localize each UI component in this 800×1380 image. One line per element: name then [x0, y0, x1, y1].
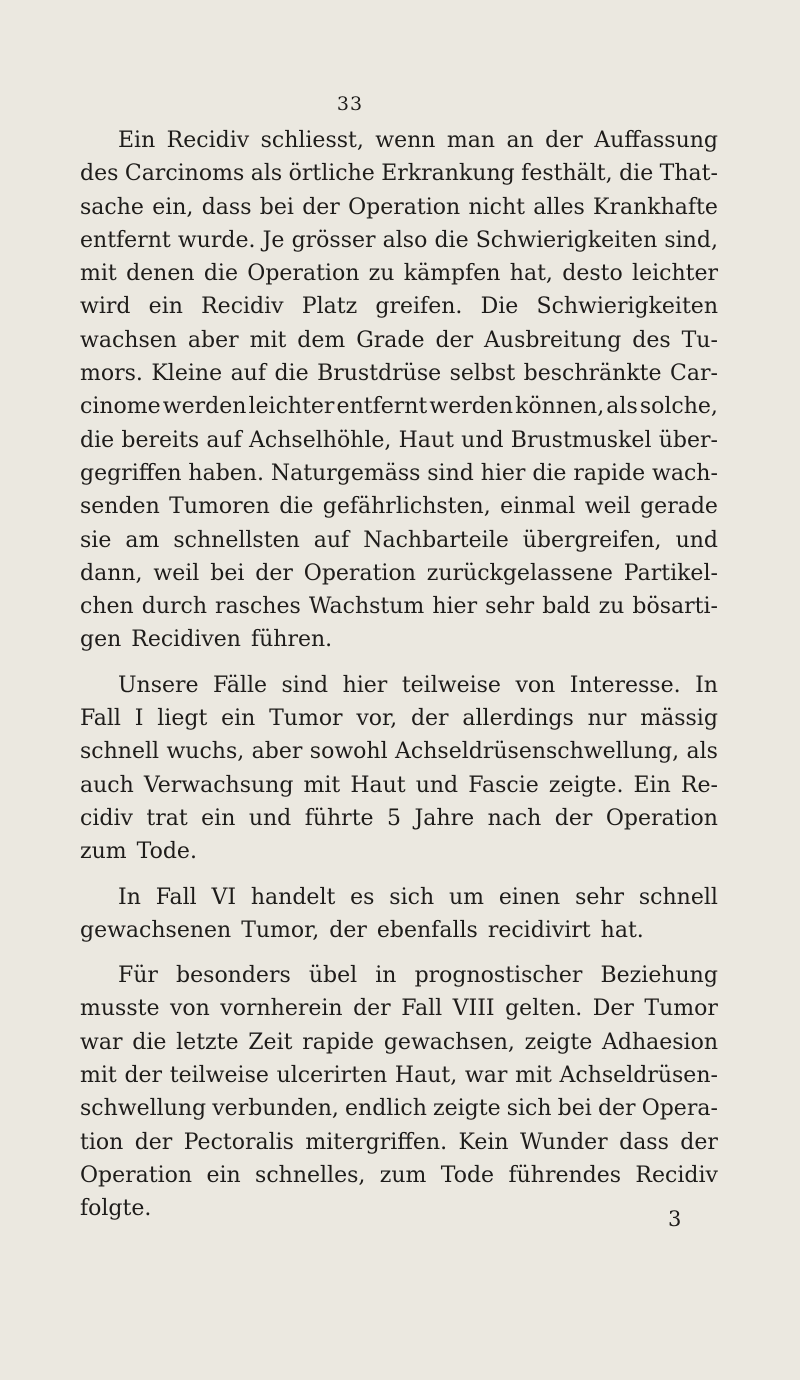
word: Haut	[398, 427, 454, 453]
word: sie	[80, 527, 112, 553]
word: man	[446, 128, 496, 153]
word: cinome	[80, 394, 161, 420]
word: die	[619, 161, 654, 187]
word: Für	[118, 963, 158, 989]
word: Brustmuskel	[510, 427, 652, 453]
word: der	[554, 805, 593, 831]
text-line	[80, 290, 718, 323]
word: schnell	[638, 884, 718, 910]
word: führte	[304, 805, 374, 831]
word: prognostischer	[414, 963, 583, 989]
word: auf	[313, 527, 350, 553]
word: gegriffen	[80, 460, 182, 486]
word: schnell	[80, 739, 160, 765]
word: gelten.	[505, 996, 583, 1022]
word: Verwachsung	[143, 772, 294, 798]
word: auf	[230, 361, 266, 387]
word: In	[118, 884, 141, 910]
word: senden	[80, 494, 160, 520]
word: ein	[206, 1162, 241, 1188]
word: schnellsten	[173, 527, 300, 553]
word: der	[545, 128, 583, 153]
word: der	[435, 327, 474, 353]
word: als	[606, 394, 638, 420]
word: in	[375, 963, 397, 989]
word: wenn	[375, 128, 436, 153]
word: weil	[584, 494, 631, 520]
text-line	[80, 324, 718, 357]
word: ebenfalls	[376, 917, 478, 943]
word: schnelles,	[255, 1162, 366, 1188]
word: ein,	[152, 194, 194, 220]
word: ein	[148, 294, 183, 320]
word: Kein	[458, 1129, 509, 1155]
word: die	[434, 227, 469, 253]
paragraph	[80, 881, 718, 948]
word: Schwierigkeiten	[475, 227, 658, 253]
word: wuchs,	[166, 739, 245, 765]
word: vornherein	[220, 996, 343, 1022]
word: vor,	[356, 706, 398, 732]
word: tion	[80, 1129, 124, 1155]
text-line	[80, 623, 718, 656]
word: können,	[515, 394, 605, 420]
word: Krankhafte	[593, 194, 718, 220]
text-line	[80, 191, 718, 224]
word: also	[382, 227, 428, 253]
word: werden	[429, 394, 513, 420]
word: Der	[592, 996, 634, 1022]
text-line	[80, 914, 718, 947]
word: Achselhöhle,	[249, 427, 392, 453]
word: Wunder	[520, 1129, 608, 1155]
text-line	[80, 1192, 718, 1225]
word: Adhaesion	[601, 1029, 718, 1055]
word: letzte	[176, 1029, 239, 1055]
word: Operation	[303, 560, 416, 586]
word: Achseldrüsenschwellung,	[395, 739, 680, 765]
word: entfernt	[80, 227, 171, 253]
word: grösser	[291, 227, 376, 253]
word: Opera-	[641, 1096, 718, 1122]
word: nicht	[468, 194, 525, 220]
word: desto	[562, 261, 623, 287]
word: bald	[542, 594, 591, 620]
word: und	[461, 427, 504, 453]
text-line	[80, 590, 718, 623]
word: der	[302, 194, 340, 220]
text-line	[80, 802, 718, 835]
word: als	[250, 161, 283, 187]
word: Nachbarteile	[363, 527, 509, 553]
word: der	[124, 1063, 163, 1089]
word: hat.	[600, 917, 644, 943]
word: rasches	[215, 594, 301, 620]
word: Ausbreitung	[484, 327, 622, 353]
word: der	[329, 917, 367, 943]
word: der	[680, 1129, 718, 1155]
word: wachsen	[80, 327, 177, 353]
word: sich	[389, 884, 435, 910]
word: sehr	[485, 594, 535, 620]
word: besonders	[176, 963, 291, 989]
word: kämpfen	[403, 261, 501, 287]
word: der	[353, 996, 391, 1022]
word: zu	[598, 594, 625, 620]
word: teilweise	[401, 672, 501, 698]
word: Operation	[80, 1162, 193, 1188]
word: Recidiven	[131, 627, 241, 653]
word: entfernt	[336, 394, 428, 420]
text-line	[80, 1026, 718, 1059]
word: denen	[126, 261, 195, 287]
word: nach	[487, 805, 542, 831]
word: einen	[498, 884, 561, 910]
word: die	[274, 361, 309, 387]
text-line	[80, 124, 718, 157]
paragraph-gap	[80, 869, 718, 881]
word: Ein	[633, 772, 671, 798]
page-number: 33	[336, 93, 364, 115]
word: über-	[658, 427, 718, 453]
word: sind	[281, 672, 329, 698]
word: mors.	[80, 361, 143, 387]
paragraph-gap	[80, 947, 718, 959]
paragraph	[80, 124, 718, 657]
text-line	[80, 1059, 718, 1092]
text-line	[80, 424, 718, 457]
word: teilweise	[169, 1063, 269, 1089]
word: leichter	[632, 261, 718, 287]
word: sowohl	[309, 739, 388, 765]
word: Tumor,	[241, 917, 320, 943]
word: handelt	[250, 884, 336, 910]
word: liegt	[157, 706, 208, 732]
text-line	[80, 881, 718, 914]
word: bei	[259, 194, 294, 220]
word: Unsere	[118, 672, 199, 698]
word: Pectoralis	[183, 1129, 294, 1155]
word: Operation	[348, 194, 461, 220]
word: die	[132, 1029, 167, 1055]
word: gewachsen,	[383, 1029, 515, 1055]
word: musste	[80, 996, 160, 1022]
text-line	[80, 1126, 718, 1159]
word: folgte.	[80, 1196, 152, 1222]
word: zum	[80, 839, 127, 865]
word: That-	[659, 161, 718, 187]
word: wird	[80, 294, 131, 320]
word: Ein	[118, 128, 156, 153]
paragraph	[80, 669, 718, 869]
word: trat	[146, 805, 188, 831]
word: der	[410, 706, 449, 732]
word: recidivirt	[487, 917, 591, 943]
word: rapide	[302, 1029, 375, 1055]
word: mässig	[640, 706, 718, 732]
word: mit	[80, 261, 117, 287]
word: sehr	[575, 884, 625, 910]
word: Fall	[80, 706, 121, 732]
word: schliesst,	[260, 128, 364, 153]
text-line	[80, 735, 718, 768]
word: des	[632, 327, 671, 353]
word: mit	[249, 327, 287, 353]
word: zeigte	[433, 1096, 501, 1122]
word: Operation	[247, 261, 360, 287]
word: Operation	[605, 805, 718, 831]
word: Haut	[350, 772, 406, 798]
word: örtliche	[288, 161, 375, 187]
word: Tode	[440, 1162, 495, 1188]
word: um	[448, 884, 484, 910]
signature-mark: 3	[668, 1207, 682, 1231]
word: Recidiv	[201, 294, 284, 320]
word: gerade	[640, 494, 718, 520]
word: nur	[587, 706, 627, 732]
word: Tumoren	[169, 494, 270, 520]
word: sich	[506, 1096, 552, 1122]
text-line	[80, 702, 718, 735]
word: beschränkte	[523, 361, 662, 387]
word: mit	[515, 1063, 552, 1089]
word: mitergriffen.	[305, 1129, 448, 1155]
word: sind,	[664, 227, 718, 253]
word: hier	[432, 594, 478, 620]
word: Brustdrüse	[317, 361, 442, 387]
word: VI	[211, 884, 237, 910]
word: führen.	[250, 627, 333, 653]
word: des	[80, 161, 119, 187]
text-line	[80, 992, 718, 1025]
word: mit	[80, 1063, 117, 1089]
word: übel	[308, 963, 358, 989]
word: Je	[262, 227, 285, 253]
text-line	[80, 1159, 718, 1192]
word: bereits	[121, 427, 200, 453]
word: verbunden,	[212, 1096, 339, 1122]
word: ein	[221, 706, 256, 732]
word: Fall	[155, 884, 197, 910]
word: bösarti-	[632, 594, 718, 620]
word: Erkrankung	[381, 161, 515, 187]
word: war	[80, 1029, 123, 1055]
word: gen	[80, 627, 122, 653]
word: aber	[251, 739, 303, 765]
word: alles	[533, 194, 585, 220]
word: bei	[210, 560, 245, 586]
body-text	[80, 124, 718, 1226]
word: schwellung	[80, 1096, 207, 1122]
word: Grade	[356, 327, 425, 353]
word: übergreifen,	[522, 527, 662, 553]
word: zeigte.	[548, 772, 624, 798]
paragraph	[80, 959, 718, 1225]
word: ein	[201, 805, 236, 831]
word: der	[255, 560, 293, 586]
word: die	[279, 494, 314, 520]
word: aber	[187, 327, 239, 353]
word: greifen.	[375, 294, 463, 320]
word: auf	[206, 427, 242, 453]
word: Carcinoms	[124, 161, 245, 187]
word: und	[675, 527, 718, 553]
word: Die	[480, 294, 519, 320]
paragraph-gap	[80, 657, 718, 669]
word: der	[597, 1096, 636, 1122]
word: solche,	[639, 394, 718, 420]
word: sind	[427, 460, 474, 486]
text-line	[80, 669, 718, 702]
text-line	[80, 524, 718, 557]
word: Kleine	[151, 361, 223, 387]
word: cidiv	[80, 805, 133, 831]
word: Tu-	[681, 327, 718, 353]
word: allerdings	[462, 706, 574, 732]
word: I	[134, 706, 144, 732]
text-line	[80, 157, 718, 190]
word: Tumor	[644, 996, 718, 1022]
word: Car-	[670, 361, 718, 387]
word: Wachstum	[308, 594, 425, 620]
word: rapide	[573, 460, 646, 486]
word: chen	[80, 594, 134, 620]
word: weil	[153, 560, 200, 586]
word: endlich	[345, 1096, 427, 1122]
text-line	[80, 457, 718, 490]
word: gewachsenen	[80, 917, 232, 943]
word: Recidiv	[166, 128, 250, 153]
word: Fascie	[468, 772, 539, 798]
word: von	[169, 996, 210, 1022]
word: durch	[141, 594, 207, 620]
word: festhält,	[521, 161, 613, 187]
word: es	[350, 884, 375, 910]
word: die	[203, 261, 238, 287]
word: der	[134, 1129, 173, 1155]
text-line	[80, 959, 718, 992]
word: zu	[368, 261, 395, 287]
word: war	[464, 1063, 508, 1089]
word: Re-	[680, 772, 718, 798]
word: wach-	[652, 460, 718, 486]
word: und	[415, 772, 459, 798]
word: Jahre	[414, 805, 475, 831]
word: Beziehung	[600, 963, 718, 989]
word: auch	[80, 772, 134, 798]
word: Fälle	[213, 672, 268, 698]
word: Haut,	[394, 1063, 458, 1089]
word: die	[532, 460, 567, 486]
word: Fall	[401, 996, 443, 1022]
word: Interesse.	[569, 672, 681, 698]
word: Schwierigkeiten	[536, 294, 718, 320]
word: Tode.	[136, 839, 197, 865]
word: Partikel-	[623, 560, 718, 586]
word: Naturgemäss	[270, 460, 421, 486]
word: gefährlichsten,	[322, 494, 491, 520]
word: sache	[80, 194, 144, 220]
text-line	[80, 1092, 718, 1125]
word: bei	[557, 1096, 592, 1122]
word: Achseldrüsen-	[559, 1063, 718, 1089]
word: leichter	[248, 394, 335, 420]
word: ulcerirten	[276, 1063, 388, 1089]
word: dass	[619, 1129, 669, 1155]
text-line	[80, 835, 718, 868]
text-line	[80, 769, 718, 802]
word: hier	[480, 460, 526, 486]
word: selbst	[449, 361, 516, 387]
word: mit	[303, 772, 341, 798]
word: als	[686, 739, 718, 765]
word: einmal	[500, 494, 576, 520]
word: 5	[387, 805, 402, 831]
word: haben.	[188, 460, 264, 486]
word: führendes	[508, 1162, 622, 1188]
text-line	[80, 257, 718, 290]
word: und	[248, 805, 292, 831]
word: dass	[201, 194, 252, 220]
text-line	[80, 557, 718, 590]
word: Zeit	[248, 1029, 293, 1055]
word: am	[125, 527, 160, 553]
word: Auffassung	[594, 128, 718, 153]
word: Recidiv	[635, 1162, 718, 1188]
word: werden	[162, 394, 247, 420]
word: In	[695, 672, 718, 698]
word: an	[506, 128, 534, 153]
word: die	[80, 427, 115, 453]
word: VIII	[452, 996, 495, 1022]
text-line	[80, 490, 718, 523]
word: von	[515, 672, 556, 698]
word: Tumor	[269, 706, 343, 732]
word: zum	[379, 1162, 427, 1188]
word: zeigte	[524, 1029, 593, 1055]
word: wurde.	[177, 227, 256, 253]
text-line	[80, 357, 718, 390]
word: hier	[342, 672, 388, 698]
text-line	[80, 224, 718, 257]
word: hat,	[509, 261, 553, 287]
word: Platz	[301, 294, 358, 320]
word: zurückgelassene	[426, 560, 613, 586]
word: dem	[297, 327, 346, 353]
word: dann,	[80, 560, 143, 586]
text-line	[80, 390, 718, 423]
